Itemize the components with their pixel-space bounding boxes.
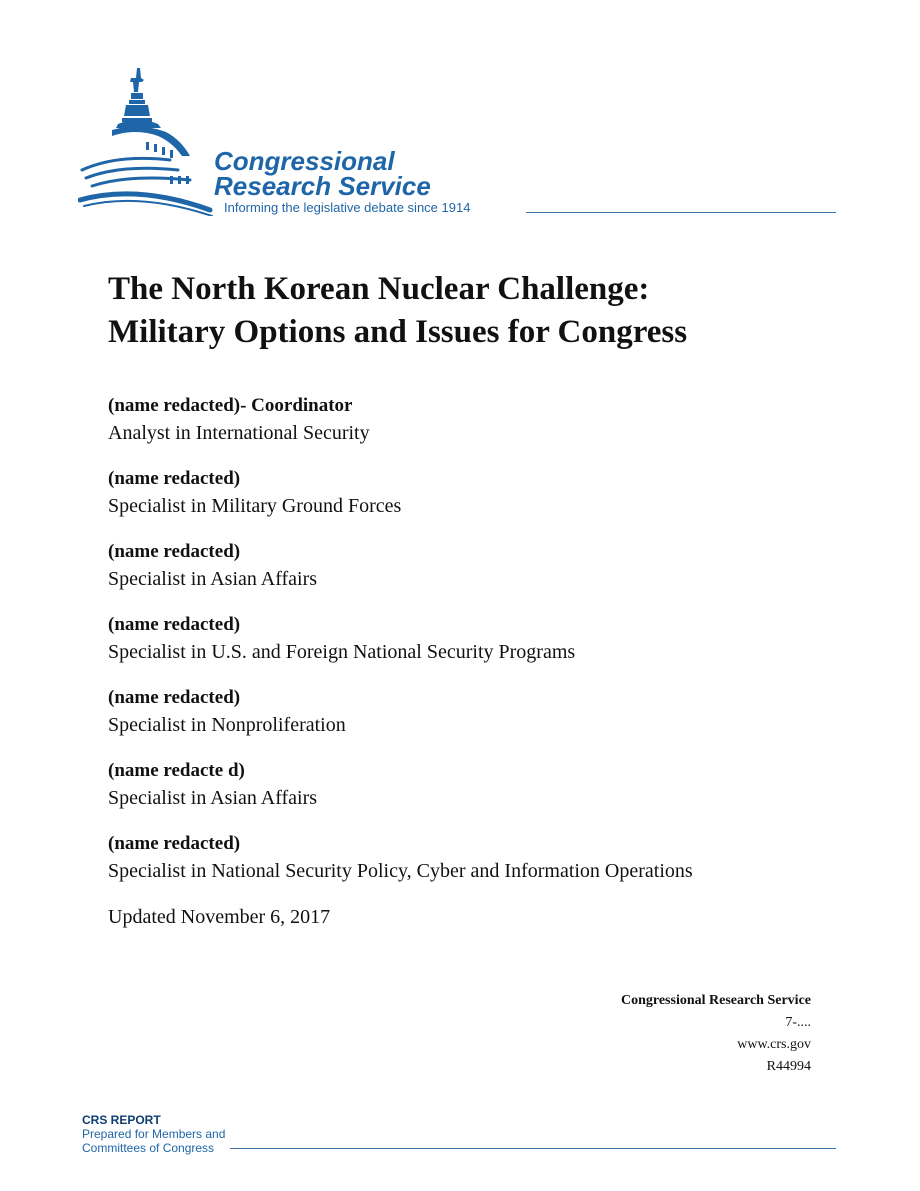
author-list [108,392,868,932]
report-label-line1: CRS REPORT [82,1113,161,1127]
report-number: R44994 [766,1059,811,1074]
logo-wordmark-line1: Congressional [214,146,395,176]
capitol-dome-icon [78,66,218,216]
author-title: Specialist in Nonproliferation [108,714,346,736]
author-entry [108,392,868,448]
logo-tagline: Informing the legislative debate since 1914 [224,200,471,215]
author-title: Analyst in International Security [108,422,370,444]
crs-phone: 7-.... [785,1015,811,1030]
author-name: (name redacted) [108,687,241,708]
report-title-line1: The North Korean Nuclear Challenge: [108,271,650,307]
author-name: (name redacte d) [108,760,245,781]
author-title: Specialist in Asian Affairs [108,568,318,590]
report-label-line2: Prepared for Members and [82,1127,226,1141]
author-entry [108,757,868,813]
crs-contact-block [621,990,811,1078]
author-entry [108,465,868,521]
author-entry [108,538,868,594]
logo-rule [526,212,836,213]
author-name: (name redacted)- Coordinator [108,395,353,416]
author-title: Specialist in Military Ground Forces [108,495,402,517]
report-label-line3: Committees of Congress [82,1141,215,1155]
crs-name: Congressional Research Service [620,993,811,1008]
crs-website: www.crs.gov [737,1037,811,1052]
report-rule [230,1148,836,1149]
author-title: Specialist in Asian Affairs [108,787,318,809]
author-entry [108,611,868,667]
author-title: Specialist in National Security Policy, Cyber and Information Operations [108,860,693,882]
logo-wordmark-line2: Research Service [214,171,431,201]
report-title-line2: Military Options and Issues for Congress [108,314,688,350]
author-name: (name redacted) [108,614,241,635]
author-name: (name redacted) [108,833,241,854]
updated-date: Updated November 6, 2017 [108,906,331,928]
author-entry [108,830,868,886]
crs-logo [78,66,848,226]
report-title [108,268,687,354]
author-entry [108,684,868,740]
author-title: Specialist in U.S. and Foreign National Security Programs [108,641,576,663]
author-name: (name redacted) [108,541,241,562]
author-name: (name redacted) [108,468,241,489]
crs-report-label [82,1113,842,1155]
